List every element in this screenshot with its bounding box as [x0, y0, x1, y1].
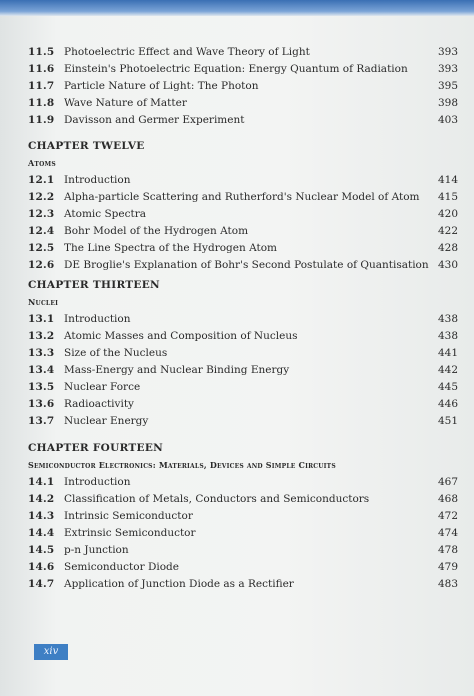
- entry-page: 468: [437, 493, 458, 505]
- entry-page: 414: [437, 174, 458, 186]
- entry-title: Introduction: [64, 476, 131, 488]
- toc-entry-13-5[interactable]: [28, 379, 458, 396]
- entry-page: 438: [437, 313, 458, 325]
- entry-page: 446: [437, 398, 458, 410]
- toc-page: [0, 16, 474, 696]
- entry-title: Atomic Masses and Composition of Nucleus: [64, 330, 298, 342]
- toc-entry-14-1[interactable]: [28, 474, 458, 491]
- entry-page: 438: [437, 330, 458, 342]
- toc-entry-14-6[interactable]: [28, 559, 458, 576]
- entry-number: 14.6: [28, 561, 55, 573]
- toc-entry-12-1[interactable]: [28, 172, 458, 189]
- entry-title: Einstein's Photoelectric Equation: Energy Quantum of Radiation: [64, 63, 408, 75]
- entry-title: Intrinsic Semiconductor: [64, 510, 193, 522]
- entry-number: 13.7: [28, 415, 55, 427]
- entry-number: 13.3: [28, 347, 55, 359]
- toc-entry-11-6[interactable]: [28, 61, 458, 78]
- entry-number: 11.8: [28, 97, 55, 109]
- entry-number: 12.1: [28, 174, 55, 186]
- entry-number: 14.1: [28, 476, 55, 488]
- entry-title: p-n Junction: [64, 544, 129, 556]
- entry-title: Bohr Model of the Hydrogen Atom: [64, 225, 249, 237]
- toc-entry-14-7[interactable]: [28, 576, 458, 593]
- section-chapter-twelve: [28, 132, 458, 274]
- entry-number: 12.5: [28, 242, 55, 254]
- entry-title: The Line Spectra of the Hydrogen Atom: [64, 242, 277, 254]
- entry-page: 451: [437, 415, 458, 427]
- entry-page: 478: [437, 544, 458, 556]
- entry-number: 14.3: [28, 510, 55, 522]
- entry-number: 13.1: [28, 313, 55, 325]
- toc-entry-14-3[interactable]: [28, 508, 458, 525]
- toc-entry-11-9[interactable]: [28, 112, 458, 129]
- entry-number: 13.4: [28, 364, 55, 376]
- section-chapter-fourteen: [28, 434, 458, 593]
- entry-number: 14.2: [28, 493, 55, 505]
- entry-number: 14.4: [28, 527, 55, 539]
- entry-title: Semiconductor Diode: [64, 561, 179, 573]
- entry-number: 12.4: [28, 225, 55, 237]
- toc-entry-13-1[interactable]: [28, 311, 458, 328]
- toc-entry-11-7[interactable]: [28, 78, 458, 95]
- toc-entry-13-3[interactable]: [28, 345, 458, 362]
- section-chapter-eleven-continued: [28, 44, 458, 129]
- toc-entry-12-4[interactable]: [28, 223, 458, 240]
- chapter-subtitle: Atoms: [28, 158, 56, 168]
- entry-number: 12.2: [28, 191, 55, 203]
- entry-number: 14.7: [28, 578, 55, 590]
- entry-page: 395: [437, 80, 458, 92]
- toc-entry-13-6[interactable]: [28, 396, 458, 413]
- entry-title: Classification of Metals, Conductors and Semiconductors: [64, 493, 370, 505]
- entry-title: Wave Nature of Matter: [64, 97, 187, 109]
- toc-entry-14-4[interactable]: [28, 525, 458, 542]
- entry-title: Radioactivity: [64, 398, 134, 410]
- toc-entry-11-8[interactable]: [28, 95, 458, 112]
- entry-page: 393: [437, 46, 458, 58]
- entry-title: Extrinsic Semiconductor: [64, 527, 196, 539]
- entry-page: 445: [437, 381, 458, 393]
- entry-number: 12.3: [28, 208, 55, 220]
- entry-page: 474: [437, 527, 458, 539]
- entry-page: 415: [437, 191, 458, 203]
- entry-title: Alpha-particle Scattering and Rutherford's Nuclear Model of Atom: [64, 191, 420, 203]
- entry-page: 422: [437, 225, 458, 237]
- entry-title: Davisson and Germer Experiment: [64, 114, 245, 126]
- entry-title: Size of the Nucleus: [64, 347, 168, 359]
- page-folio: xiv: [34, 644, 68, 660]
- toc-entry-13-7[interactable]: [28, 413, 458, 430]
- entry-title: Nuclear Energy: [64, 415, 149, 427]
- chapter-heading[interactable]: CHAPTER TWELVE: [28, 140, 145, 152]
- entry-title: Particle Nature of Light: The Photon: [64, 80, 259, 92]
- entry-page: 428: [437, 242, 458, 254]
- chapter-subtitle: Semiconductor Electronics: Materials, Devices and Simple Circuits: [28, 460, 336, 470]
- entry-page: 472: [437, 510, 458, 522]
- entry-title: Atomic Spectra: [64, 208, 146, 220]
- chapter-heading[interactable]: CHAPTER FOURTEEN: [28, 442, 164, 454]
- entry-number: 11.5: [28, 46, 55, 58]
- toc-entry-12-3[interactable]: [28, 206, 458, 223]
- entry-title: DE Broglie's Explanation of Bohr's Second Postulate of Quantisation: [64, 259, 429, 271]
- entry-number: 11.6: [28, 63, 55, 75]
- chapter-heading[interactable]: CHAPTER THIRTEEN: [28, 279, 160, 291]
- entry-number: 13.6: [28, 398, 55, 410]
- chapter-subtitle: Nuclei: [28, 297, 59, 307]
- toc-entry-13-4[interactable]: [28, 362, 458, 379]
- entry-title: Nuclear Force: [64, 381, 141, 393]
- entry-page: 403: [437, 114, 458, 126]
- toc-entry-14-2[interactable]: [28, 491, 458, 508]
- top-color-band: [0, 0, 474, 16]
- entry-title: Introduction: [64, 313, 131, 325]
- entry-page: 430: [437, 259, 458, 271]
- toc-entry-12-5[interactable]: [28, 240, 458, 257]
- entry-page: 442: [437, 364, 458, 376]
- entry-page: 398: [437, 97, 458, 109]
- entry-page: 479: [437, 561, 458, 573]
- section-chapter-thirteen: [28, 271, 458, 430]
- toc-entry-13-2[interactable]: [28, 328, 458, 345]
- entry-title: Mass-Energy and Nuclear Binding Energy: [64, 364, 290, 376]
- entry-page: 467: [437, 476, 458, 488]
- entry-title: Application of Junction Diode as a Rectifier: [64, 578, 294, 590]
- entry-title: Introduction: [64, 174, 131, 186]
- entry-number: 11.7: [28, 80, 55, 92]
- entry-title: Photoelectric Effect and Wave Theory of Light: [64, 46, 310, 58]
- entry-number: 11.9: [28, 114, 55, 126]
- entry-page: 441: [437, 347, 458, 359]
- entry-number: 13.2: [28, 330, 55, 342]
- toc-entry-14-5[interactable]: [28, 542, 458, 559]
- toc-entry-11-5[interactable]: [28, 44, 458, 61]
- entry-number: 14.5: [28, 544, 55, 556]
- entry-page: 420: [437, 208, 458, 220]
- entry-page: 483: [437, 578, 458, 590]
- entry-number: 12.6: [28, 259, 55, 271]
- entry-number: 13.5: [28, 381, 55, 393]
- entry-page: 393: [437, 63, 458, 75]
- toc-entry-12-2[interactable]: [28, 189, 458, 206]
